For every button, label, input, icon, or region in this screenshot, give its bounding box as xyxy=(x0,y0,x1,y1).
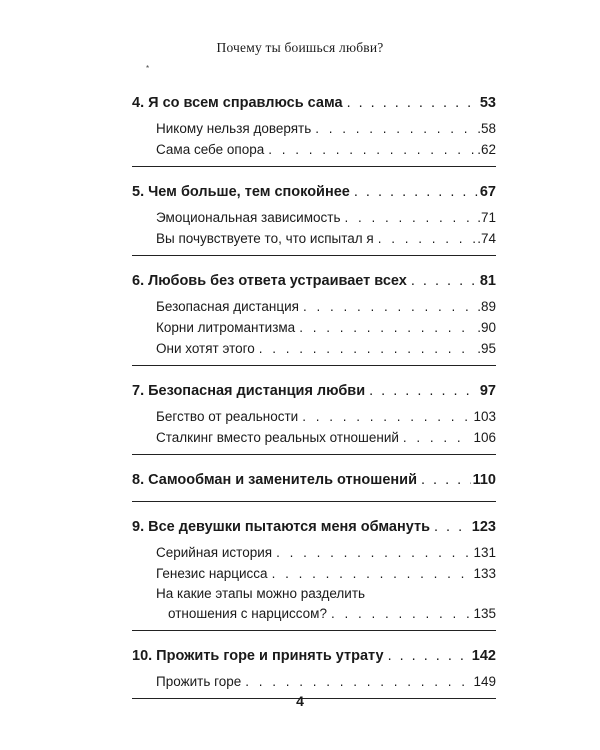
chapter-page: 97 xyxy=(479,383,496,399)
section-page: 131 xyxy=(473,545,496,560)
section-title: Прожить горе xyxy=(156,674,242,689)
leader-dots xyxy=(354,181,478,203)
corner-mark: * xyxy=(146,64,150,73)
chapter-entry[interactable] xyxy=(132,270,496,292)
section-entry[interactable] xyxy=(132,296,496,317)
leader-dots xyxy=(259,338,475,359)
chapter-title: 8. Самообман и заменитель отношений xyxy=(132,472,417,488)
section-title: Генезис нарцисса xyxy=(156,566,268,581)
chapter-title: 6. Любовь без ответа устраивает всех xyxy=(132,273,407,289)
section-title: Серийная история xyxy=(156,545,273,560)
section-page: .74 xyxy=(477,231,496,246)
chapter-4 xyxy=(132,92,496,167)
section-title: Корни литромантизма xyxy=(156,320,296,335)
chapter-page: 123 xyxy=(471,519,496,535)
section-entry[interactable] xyxy=(132,542,496,563)
chapter-entry[interactable] xyxy=(132,181,496,203)
chapter-entry[interactable] xyxy=(132,516,496,538)
chapter-title: 7. Безопасная дистанция любви xyxy=(132,383,366,399)
leader-dots xyxy=(272,563,472,584)
table-of-contents xyxy=(132,92,496,713)
chapter-page: 142 xyxy=(471,648,496,664)
section-title: Эмоциональная зависимость xyxy=(156,210,341,225)
section-page: .62 xyxy=(477,142,496,157)
section-page: 133 xyxy=(473,566,496,581)
section-page: .95 xyxy=(477,341,496,356)
section-title-line2: отношения с нарциссом? xyxy=(168,606,327,621)
chapter-page: 53 xyxy=(479,95,496,111)
chapter-entry[interactable] xyxy=(132,469,496,491)
section-entry-multiline[interactable] xyxy=(132,584,496,624)
page-number: 4 xyxy=(296,693,304,709)
section-page: 149 xyxy=(473,674,496,689)
leader-dots xyxy=(369,380,478,402)
chapter-page: 81 xyxy=(479,273,496,289)
chapter-entry[interactable] xyxy=(132,92,496,114)
leader-dots xyxy=(245,671,471,692)
section-title: Бегство от реальности xyxy=(156,409,299,424)
leader-dots xyxy=(434,516,470,538)
chapter-5 xyxy=(132,181,496,256)
section-title: Сталкинг вместо реальных отношений xyxy=(156,430,399,445)
section-title: Они хотят этого xyxy=(156,341,255,356)
leader-dots xyxy=(331,603,472,624)
section-entry[interactable] xyxy=(132,406,496,427)
running-title: Почему ты боишься любви? xyxy=(216,40,384,55)
section-page: 135 xyxy=(473,606,496,621)
section-entry[interactable] xyxy=(132,228,496,249)
leader-dots xyxy=(388,645,470,667)
chapter-title: 10. Прожить горе и принять утрату xyxy=(132,648,384,664)
section-page: 103 xyxy=(473,409,496,424)
section-entry[interactable] xyxy=(132,671,496,692)
section-entry[interactable] xyxy=(132,427,496,448)
section-entry-continuation xyxy=(156,603,496,624)
section-title-line1: На какие этапы можно разделить xyxy=(156,586,366,601)
section-title: Сама себе опора xyxy=(156,142,265,157)
section-entry[interactable] xyxy=(132,338,496,359)
chapter-entry[interactable] xyxy=(132,380,496,402)
chapter-9 xyxy=(132,516,496,631)
chapter-10 xyxy=(132,645,496,699)
chapter-7 xyxy=(132,380,496,455)
section-entry[interactable] xyxy=(132,118,496,139)
chapter-6 xyxy=(132,270,496,366)
section-title: Вы почувствуете то, что испытал я xyxy=(156,231,374,246)
chapter-page: 67 xyxy=(479,184,496,200)
leader-dots xyxy=(276,542,471,563)
section-page: .89 xyxy=(477,299,496,314)
section-page: .58 xyxy=(477,121,496,136)
leader-dots xyxy=(315,118,475,139)
leader-dots xyxy=(421,469,471,491)
leader-dots xyxy=(378,228,476,249)
section-title: Безопасная дистанция xyxy=(156,299,299,314)
chapter-entry[interactable] xyxy=(132,645,496,667)
section-page: .90 xyxy=(477,320,496,335)
leader-dots xyxy=(303,296,475,317)
leader-dots xyxy=(344,207,475,228)
section-title: Никому нельзя доверять xyxy=(156,121,312,136)
chapter-title: 5. Чем больше, тем спокойнее xyxy=(132,184,350,200)
section-entry[interactable] xyxy=(132,139,496,160)
section-entry[interactable] xyxy=(132,563,496,584)
leader-dots xyxy=(302,406,471,427)
section-entry[interactable] xyxy=(132,207,496,228)
leader-dots xyxy=(347,92,478,114)
section-page: 106 xyxy=(473,430,496,445)
leader-dots xyxy=(403,427,472,448)
leader-dots xyxy=(299,317,475,338)
leader-dots xyxy=(411,270,478,292)
chapter-title: 9. Все девушки пытаются меня обмануть xyxy=(132,519,430,535)
chapter-title: 4. Я со всем справлюсь сама xyxy=(132,95,343,111)
leader-dots xyxy=(268,139,475,160)
section-page: .71 xyxy=(477,210,496,225)
section-entry[interactable] xyxy=(132,317,496,338)
chapter-page: 110 xyxy=(472,472,496,488)
chapter-8 xyxy=(132,469,496,502)
